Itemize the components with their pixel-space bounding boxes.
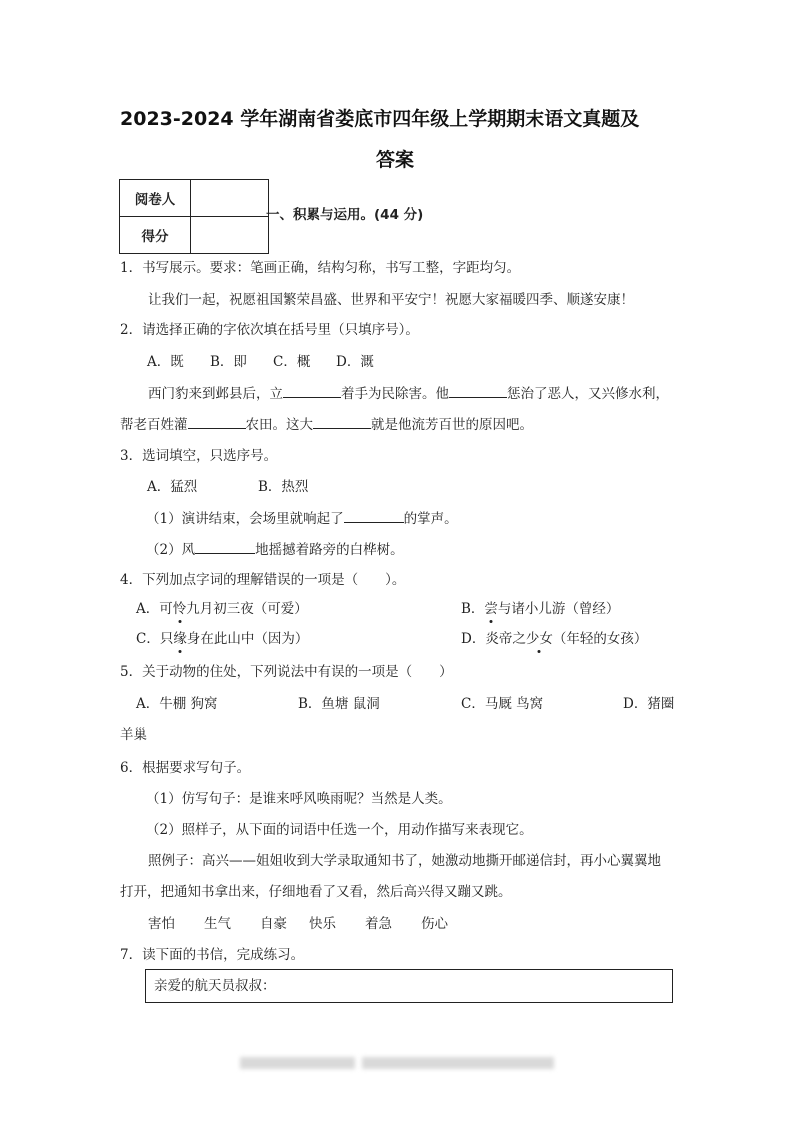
q4-prompt: 4．下列加点字词的理解错误的一项是（ ）。	[120, 572, 406, 588]
q5-prompt: 5．关于动物的住处，下列说法中有误的一项是（ ）	[120, 664, 453, 680]
q6-sentence-1: （1）仿写句子：是谁来呼风唤雨呢？当然是人类。	[146, 791, 452, 807]
q4-b-post: 与诸小儿游（曾经）	[497, 601, 620, 617]
q6-word-3: 自豪	[260, 916, 287, 932]
q2-passage-p3: 惩治了恶人，又兴修水利，	[507, 386, 669, 402]
q5-option-d-wrap: 羊巢	[120, 727, 147, 743]
q6-example-line1: 照例子：高兴——姐姐收到大学录取通知书了，她激动地撕开邮递信封，再小心翼翼地	[148, 853, 661, 869]
q2-blank-4[interactable]	[313, 414, 371, 429]
q2-passage-p1: 西门豹来到邺县后，立	[148, 386, 283, 402]
q4-option-c	[136, 629, 308, 649]
footer-watermark-left	[240, 1057, 355, 1069]
q3-s2-part2: 地摇撼着路旁的白桦树。	[255, 542, 404, 558]
grader-table	[119, 179, 269, 254]
q4-b-dotted-word: 尝	[484, 601, 498, 617]
q3-option-a: A．猛烈	[147, 479, 198, 495]
q3-s1-part1: （1）演讲结束，会场里就响起了	[146, 511, 344, 527]
letter-box	[145, 969, 673, 1003]
q6-sentence-2: （2）照样子，从下面的词语中任选一个，用动作描写来表现它。	[146, 822, 533, 838]
q1-prompt: 1．书写展示。要求：笔画正确，结构匀称，书写工整，字距均匀。	[120, 260, 521, 276]
q6-word-5: 着急	[365, 916, 392, 932]
q3-sentence-1	[146, 508, 458, 529]
q2-prompt: 2．请选择正确的字依次填在括号里（只填序号）。	[120, 322, 419, 338]
q6-word-6: 伤心	[421, 916, 448, 932]
q5-option-d: D．猪圈	[623, 696, 675, 712]
q4-c-post: 身在此山中（因为）	[186, 631, 309, 647]
reviewer-label: 阅卷人	[120, 180, 191, 217]
q3-prompt: 3．选词填空，只选序号。	[120, 448, 278, 464]
footer-watermark-right	[362, 1057, 554, 1069]
q6-prompt: 6．根据要求写句子。	[120, 760, 251, 776]
q3-s1-part2: 的掌声。	[403, 511, 458, 527]
q6-word-1: 害怕	[148, 916, 175, 932]
score-cell	[191, 217, 269, 254]
q4-option-a	[136, 599, 308, 619]
q5-option-a: A．牛棚 狗窝	[136, 696, 218, 712]
q2-passage-p4: 帮老百姓灌	[120, 417, 188, 433]
q4-b-pre: B．	[461, 601, 485, 617]
q4-d-post: （年轻的女孩）	[552, 631, 648, 647]
q1-text: 让我们一起，祝愿祖国繁荣昌盛、世界和平安宁！祝愿大家福暖四季、顺遂安康！	[148, 292, 634, 308]
q2-blank-1[interactable]	[283, 383, 341, 398]
q3-blank-1[interactable]	[344, 508, 404, 523]
reviewer-cell	[191, 180, 269, 217]
q2-passage-p2: 着手为民除害。他	[341, 386, 449, 402]
q6-word-2: 生气	[204, 916, 231, 932]
q4-option-b	[461, 599, 619, 619]
q4-a-pre: A．可	[136, 601, 173, 617]
q5-option-b: B．鱼塘 鼠洞	[298, 696, 380, 712]
q2-blank-2[interactable]	[449, 383, 507, 398]
q4-c-dotted-word: 缘	[173, 631, 187, 647]
q4-c-pre: C．只	[136, 631, 174, 647]
q4-a-post: 九月初三夜（可爱）	[186, 601, 308, 617]
q4-d-pre: D．炎帝之	[461, 631, 526, 647]
page-title-line2: 答案	[376, 149, 415, 171]
q2-passage-line2	[120, 414, 533, 435]
q5-option-c: C．马厩 鸟窝	[461, 696, 544, 712]
score-label: 得分	[120, 217, 191, 254]
q2-passage-p6: 就是他流芳百世的原因吧。	[371, 417, 533, 433]
section1-heading: 一、积累与运用。(44 分)	[266, 207, 424, 223]
q4-option-d	[461, 629, 647, 649]
q3-option-b: B．热烈	[258, 479, 309, 495]
q3-blank-2[interactable]	[195, 539, 255, 554]
q2-passage-line1	[148, 383, 669, 404]
q6-example-line2: 打开，把通知书拿出来，仔细地看了又看，然后高兴得又蹦又跳。	[120, 884, 512, 900]
q3-sentence-2	[146, 539, 404, 560]
letter-greeting: 亲爱的航天员叔叔：	[154, 978, 276, 994]
q2-passage-p5: 农田。这大	[245, 417, 313, 433]
q3-s2-part1: （2）风	[146, 542, 196, 558]
q4-d-dotted-word: 少女	[525, 631, 553, 647]
q7-prompt: 7．读下面的书信，完成练习。	[120, 947, 305, 963]
q4-a-dotted-word: 怜	[172, 601, 187, 617]
q2-option-c: C．概	[273, 354, 311, 370]
q6-word-4: 快乐	[309, 916, 336, 932]
q2-option-a: A．既	[147, 354, 184, 370]
q2-option-b: B．即	[210, 354, 247, 370]
q2-blank-3[interactable]	[188, 414, 246, 429]
page-title-line1: 2023-2024 学年湖南省娄底市四年级上学期期末语文真题及	[120, 108, 640, 130]
q2-option-d: D．溉	[336, 354, 374, 370]
